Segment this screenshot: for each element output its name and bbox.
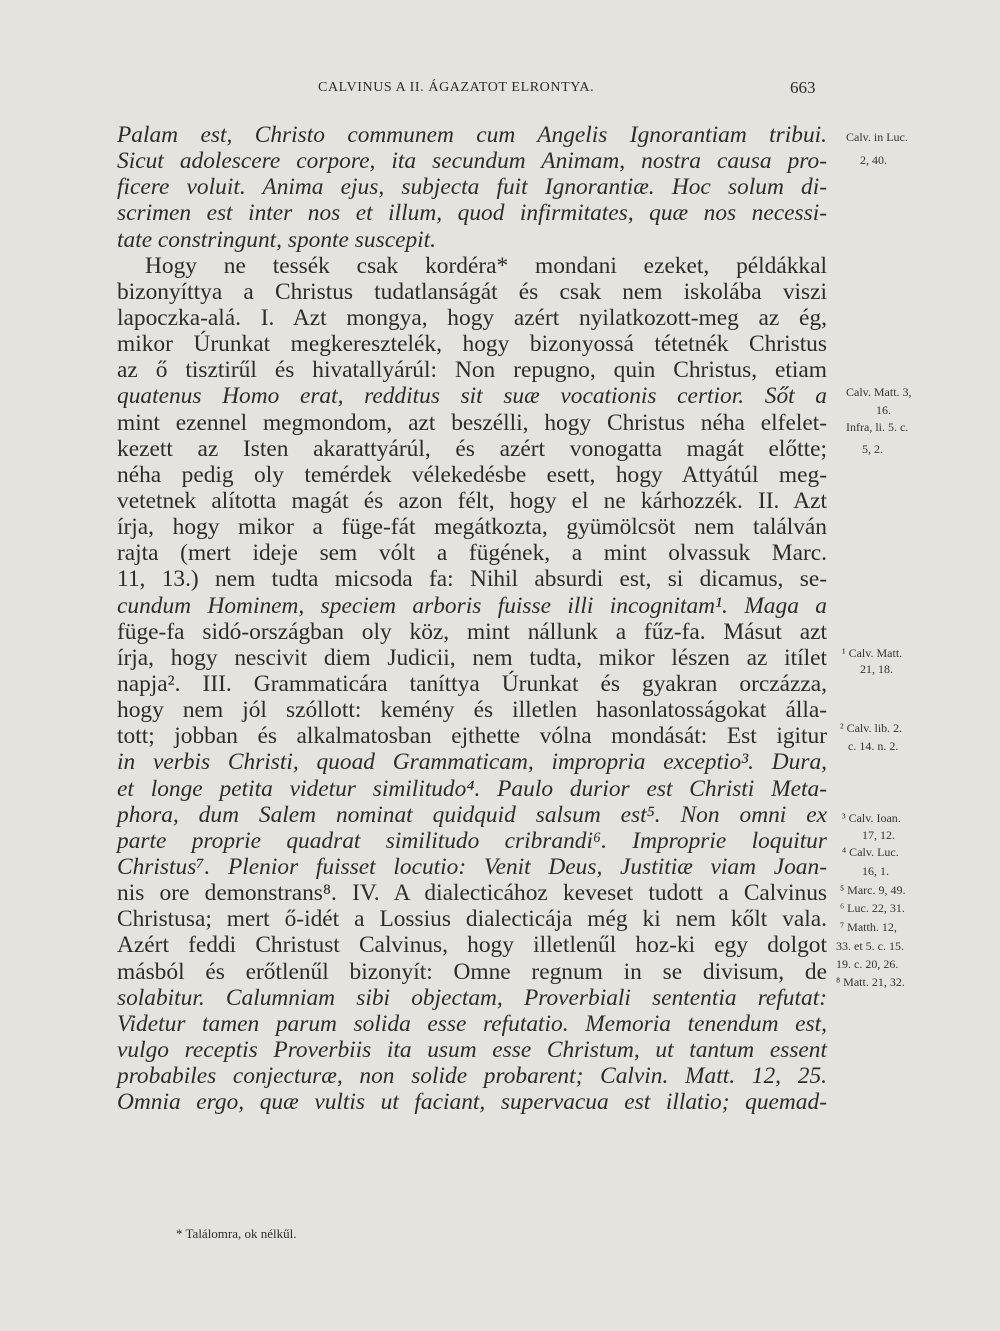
margin-note: ⁸ Matt. 21, 32. — [836, 975, 905, 989]
text-line: Videtur tamen parum solida esse refutatio. Memoria tenendum est, — [117, 1010, 827, 1037]
margin-note: Infra, li. 5. c. — [846, 420, 909, 434]
margin-note: ⁷ Matth. 12, — [840, 920, 897, 934]
page-number: 663 — [790, 78, 816, 97]
text-line: mint ezennel megmondom, azt beszélli, hogy Christus néha elfelet- — [117, 409, 827, 436]
margin-note: ³ Calv. Ioan. — [842, 811, 901, 825]
text-line: másból és erőtlenűl bizonyít: Omne regnum in se divisum, de — [117, 958, 827, 985]
text-line: parte proprie quadrat similitudo cribrandi⁶. Improprie loquitur — [117, 827, 827, 854]
text-line: lapoczka-alá. I. Azt mongya, hogy azért nyilatkozott-meg az ég, — [117, 304, 827, 331]
text-line: tott; jobban és alkalmatosban ejthette vólna mondását: Est igitur — [117, 723, 827, 750]
text-line: cundum Hominem, speciem arboris fuisse illi incognitam¹. Maga a — [117, 592, 827, 619]
margin-note: 2, 40. — [860, 153, 887, 167]
margin-note: ⁵ Marc. 9, 49. — [840, 883, 906, 897]
text-line: napja². III. Grammaticára taníttya Úrunkat és gyakran orczázza, — [117, 670, 827, 697]
margin-note: c. 14. n. 2. — [848, 739, 899, 753]
margin-note: 17, 12. — [862, 828, 895, 842]
margin-note: ⁴ Calv. Luc. — [842, 845, 899, 859]
text-line: et longe petita videtur similitudo⁴. Paulo durior est Christi Meta- — [117, 775, 827, 802]
text-line: vulgo receptis Proverbiis ita usum esse Christum, ut tantum essent — [117, 1036, 827, 1063]
text-line: hogy nem jól szóllott: kemény és illetlen hasonlatosságokat álla- — [117, 697, 827, 724]
text-line: Christusa; mert ő-idét a Lossius dialecticája még ki nem kőlt vala. — [117, 906, 827, 933]
text-line: probabiles conjecturæ, non solide probarent; Calvin. Matt. 12, 25. — [117, 1063, 827, 1090]
margin-note: 33. et 5. c. 15. — [836, 939, 904, 953]
text-line: phora, dum Salem nominat quidquid salsum est⁵. Non omni ex — [117, 801, 827, 828]
text-line: kezett az Isten akarattyárúl, és azért vonogatta magát előtte; — [117, 435, 827, 462]
text-line: néha pedig oly temérdek vélekedésbe esett, hogy Attyátúl meg- — [117, 461, 827, 488]
margin-note: ⁶ Luc. 22, 31. — [840, 901, 905, 915]
running-title: CALVINUS A II. ÁGAZATOT ELRONTYA. — [318, 80, 595, 95]
footnote: * Találomra, ok nélkűl. — [176, 1226, 297, 1241]
text-line: scrimen est inter nos et illum, quod infirmitates, quæ nos necessi- — [117, 200, 827, 227]
text-line: vetetnek alította magát és azon félt, hogy el ne kárhozzék. II. Azt — [117, 487, 827, 514]
margin-note: ² Calv. lib. 2. — [840, 721, 903, 735]
margin-note: 21, 18. — [860, 662, 893, 676]
text-line: Palam est, Christo communem cum Angelis Ignorantiam tribui. — [117, 122, 827, 148]
text-line: az ő tisztirűl és hivatallyárúl: Non repugno, quin Christus, etiam — [117, 357, 827, 384]
text-line: Omnia ergo, quæ vultis ut faciant, supervacua est illatio; quemad- — [117, 1089, 827, 1116]
text-line: 11, 13.) nem tudta micsoda fa: Nihil absurdi est, si dicamus, se- — [117, 566, 827, 593]
text-line: bizonyíttya a Christus tudatlanságát és csak nem iskolába viszi — [117, 278, 827, 305]
text-line: quatenus Homo erat, redditus sit suæ vocationis certior. Sőt a — [117, 383, 827, 410]
text-line: in verbis Christi, quoad Grammaticam, impropria exceptio³. Dura, — [117, 749, 827, 776]
margin-note: Calv. in Luc. — [846, 130, 908, 144]
margin-note: Calv. Matt. 3, — [846, 385, 912, 399]
running-head — [0, 78, 1000, 102]
text-line: nis ore demonstrans⁸. IV. A dialecticához keveset tudott a Calvinus — [117, 880, 827, 907]
text-line: solabitur. Calumniam sibi objectam, Proverbiali sententia refutat: — [117, 984, 827, 1011]
text-line: ficere voluit. Anima ejus, subjecta fuit Ignorantiæ. Hoc solum di- — [117, 174, 827, 201]
text-line: füge-fa sidó-országban oly köz, mint nállunk a fűz-fa. Másut azt — [117, 618, 827, 645]
text-line: Azért feddi Christust Calvinus, hogy illetlenűl hoz-ki egy dolgot — [117, 932, 827, 959]
text-line: tate constringunt, sponte suscepit. — [117, 226, 436, 253]
margin-note: ¹ Calv. Matt. — [842, 646, 903, 660]
text-line: Christus⁷. Plenior fuisset locutio: Venit Deus, Justitiæ viam Joan- — [117, 853, 827, 880]
margin-note: 19. c. 20, 26. — [836, 957, 899, 971]
text-line: rajta (mert ideje sem vólt a fügének, a mint olvassuk Marc. — [117, 540, 827, 567]
margin-note: 16, 1. — [862, 864, 889, 878]
text-line: Hogy ne tessék csak kordéra* mondani ezeket, példákkal — [145, 252, 827, 279]
main-text-block — [117, 122, 827, 1115]
text-line: mikor Úrunkat megkeresztelék, hogy bizonyossá tétetnék Christus — [117, 331, 827, 358]
text-line: írja, hogy nescivit diem Judicii, nem tudta, mikor lészen az itílet — [117, 644, 827, 671]
margin-note: 16. — [876, 403, 891, 417]
text-line: írja, hogy mikor a füge-fát megátkozta, gyümölcsöt nem találván — [117, 514, 827, 541]
text-line: Sicut adolescere corpore, ita secundum Animam, nostra causa pro- — [117, 148, 827, 175]
margin-note: 5, 2. — [862, 442, 883, 456]
